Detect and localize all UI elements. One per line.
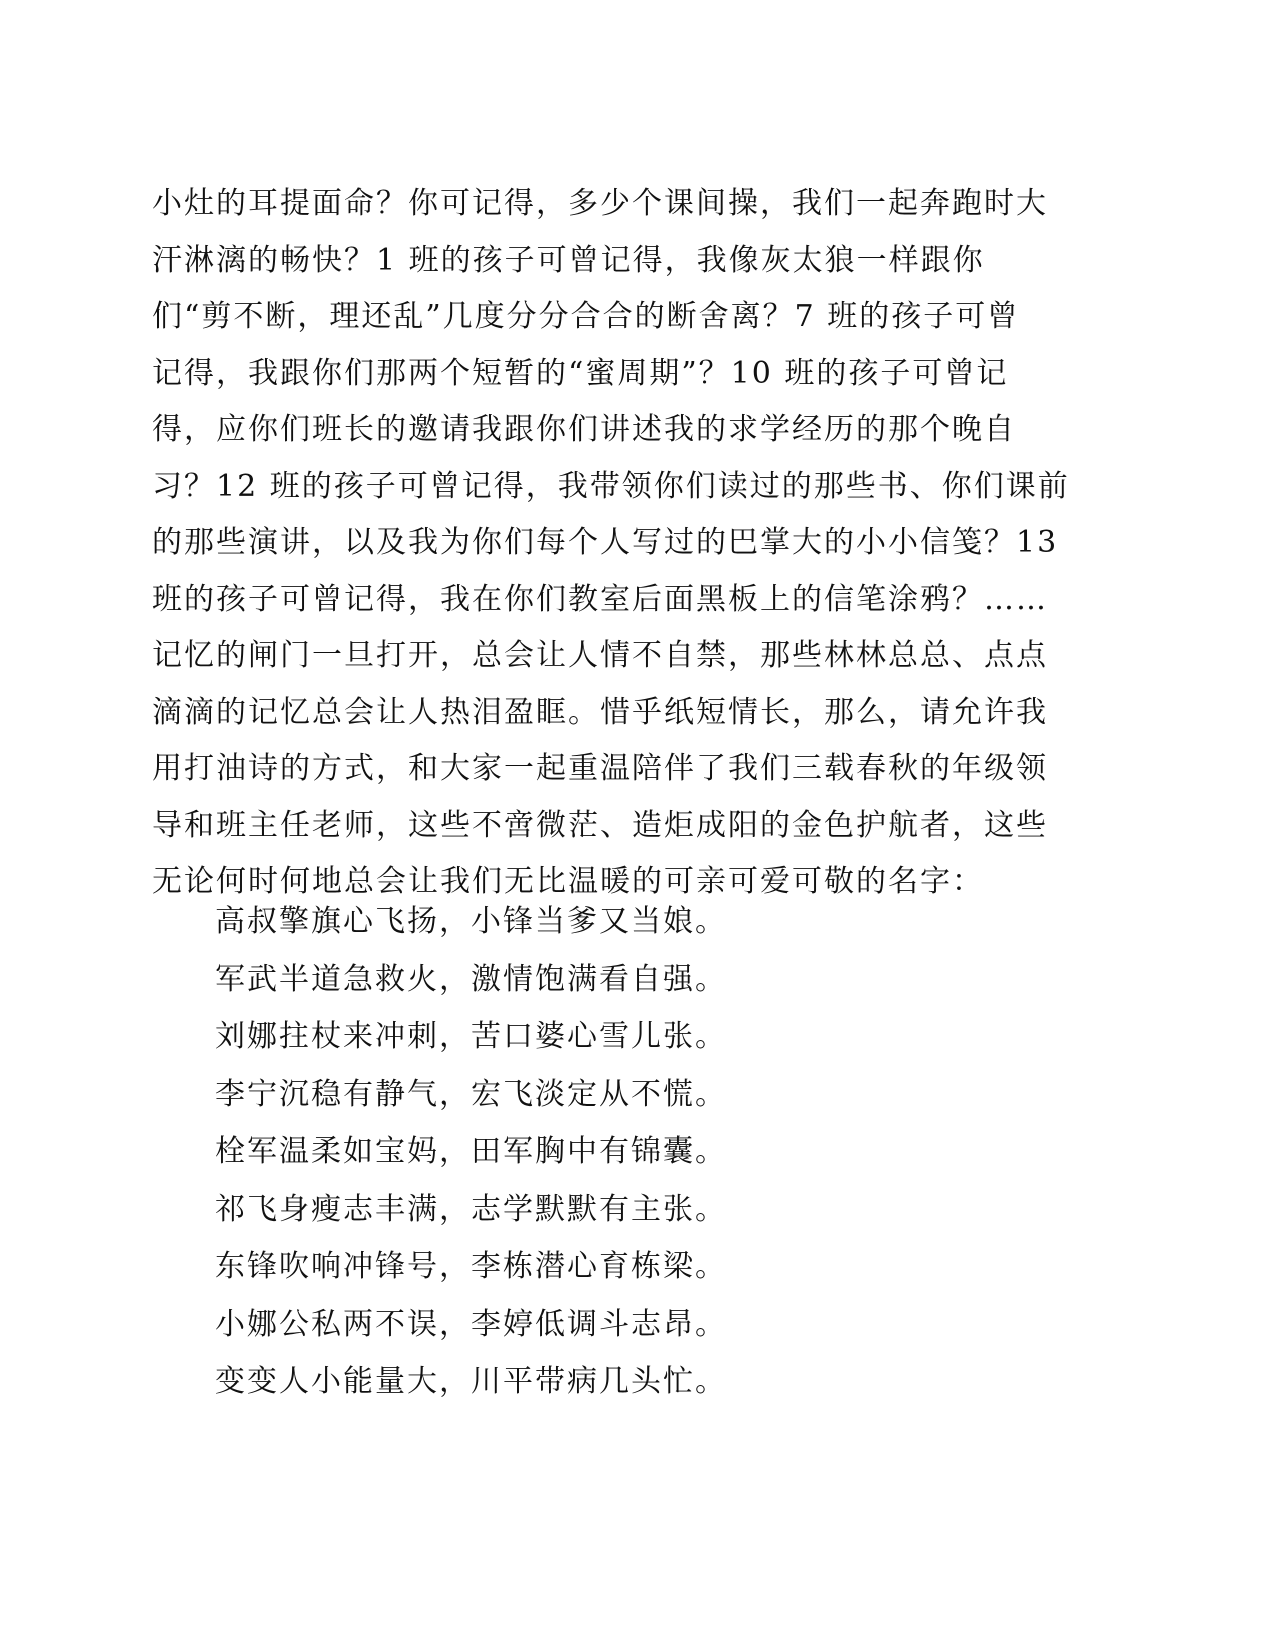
- poem-line: 小娜公私两不误，李婷低调斗志昂。: [215, 1306, 727, 1342]
- text-line: 班的孩子可曾记得，我在你们教室后面黑板上的信笔涂鸦？……: [152, 581, 1048, 617]
- poem-line: 刘娜拄杖来冲刺，苦口婆心雪儿张。: [215, 1019, 727, 1054]
- text-line: 用打油诗的方式，和大家一起重温陪伴了我们三载春秋的年级领: [152, 751, 1048, 786]
- poem-line: 变变人小能量大，川平带病几头忙。: [215, 1364, 727, 1399]
- poem-line: 高叔擎旗心飞扬，小锋当爹又当娘。: [215, 904, 727, 939]
- text-line: 汗淋漓的畅快？1 班的孩子可曾记得，我像灰太狼一样跟你: [152, 242, 985, 278]
- text-line: 们“剪不断，理还乱”几度分分合合的断舍离？7 班的孩子可曾: [152, 299, 1020, 334]
- text-line: 滴滴的记忆总会让人热泪盈眶。惜乎纸短情长，那么，请允许我: [152, 694, 1048, 730]
- text-line: 得，应你们班长的邀请我跟你们讲述我的求学经历的那个晚自: [152, 412, 1016, 447]
- poem-line: 李宁沉稳有静气，宏飞淡定从不慌。: [215, 1076, 727, 1112]
- poem-line: 祁飞身瘦志丰满，志学默默有主张。: [215, 1191, 727, 1227]
- text-line: 小灶的耳提面命？你可记得，多少个课间操，我们一起奔跑时大: [152, 186, 1048, 221]
- poem-line: 军武半道急救火，激情饱满看自强。: [215, 961, 727, 997]
- poem-line: 东锋吹响冲锋号，李栋潜心育栋梁。: [215, 1249, 727, 1284]
- text-line: 无论何时何地总会让我们无比温暖的可亲可爱可敬的名字：: [152, 864, 984, 899]
- body-paragraph: [152, 176, 1070, 911]
- poem-block: [215, 893, 1015, 1411]
- text-line: 导和班主任老师，这些不啻微茫、造炬成阳的金色护航者，这些: [152, 807, 1048, 843]
- text-line: 习？12 班的孩子可曾记得，我带领你们读过的那些书、你们课前: [152, 468, 1070, 504]
- text-line: 的那些演讲，以及我为你们每个人写过的巴掌大的小小信笺？13: [152, 525, 1059, 560]
- text-line: 记得，我跟你们那两个短暂的“蜜周期”？10 班的孩子可曾记: [152, 355, 1009, 391]
- poem-line: 栓军温柔如宝妈，田军胸中有锦囊。: [215, 1134, 727, 1169]
- text-line: 记忆的闸门一旦打开，总会让人情不自禁，那些林林总总、点点: [152, 638, 1048, 673]
